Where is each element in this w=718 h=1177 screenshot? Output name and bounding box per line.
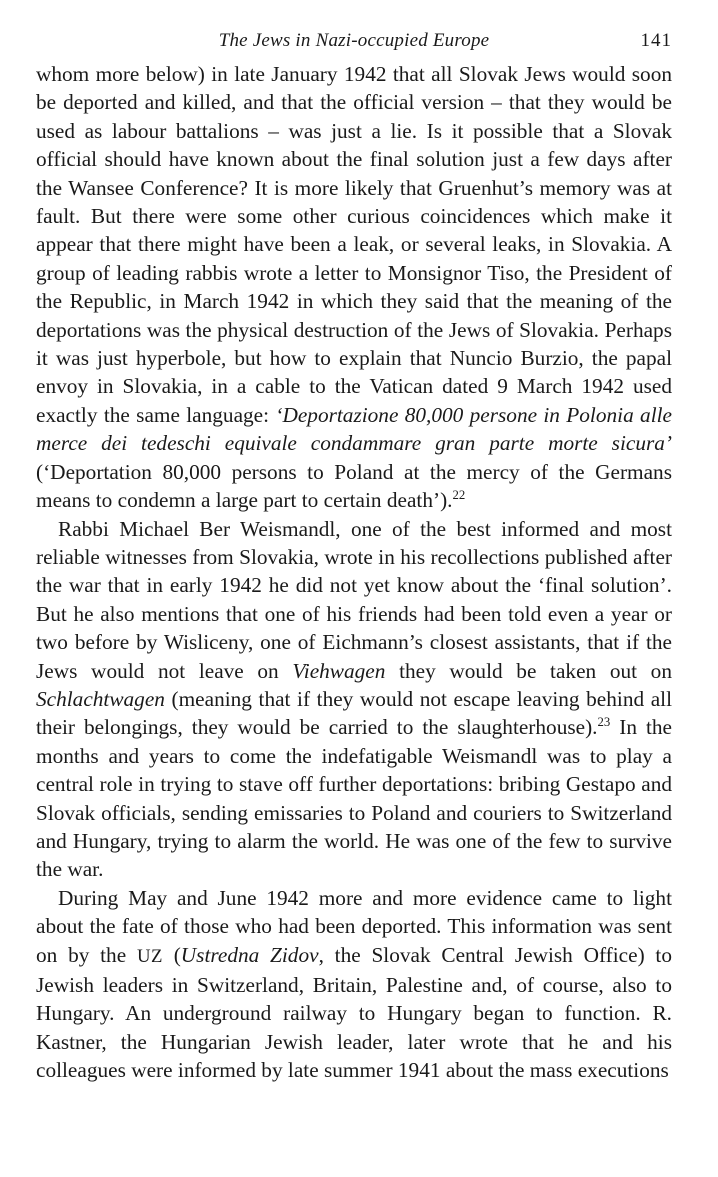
running-head bbox=[36, 30, 672, 60]
paragraph bbox=[36, 60, 672, 515]
text-run: During May and June 1942 more and more evidence came to light about the fate of those who had been deported. This information was sent on by the bbox=[36, 885, 672, 967]
paragraph bbox=[36, 884, 672, 1085]
italic-phrase: Schlachtwagen bbox=[36, 686, 165, 711]
text-run: (‘Deportation 80,000 persons to Poland at the mercy of the Germans means to condemn a large part to certain death’). bbox=[36, 459, 672, 513]
abbreviation: UZ bbox=[136, 945, 163, 967]
book-page bbox=[36, 30, 672, 1085]
footnote-ref: 23 bbox=[597, 715, 611, 730]
text-run: In the months and years to come the indefatigable Weismandl was to play a central role in trying to stave off further deportations: bribing Gestapo and Slovak officials, sending emissaries to Poland and couriers to Switzerland and Hungary, trying to alarm the world. He was one of the few to survive the war. bbox=[36, 715, 672, 882]
text-run: ( bbox=[162, 942, 181, 967]
italic-phrase: Ustredna Zidov bbox=[180, 942, 319, 967]
text-run: (meaning that if they would not escape leaving behind all their belongings, they would be carried to the slaughterhouse). bbox=[36, 686, 672, 740]
running-title: The Jews in Nazi-occupied Europe bbox=[218, 30, 490, 51]
body-text bbox=[36, 60, 672, 1085]
italic-phrase: ‘Deportazione 80,000 persone in Polonia alle merce dei tedeschi equivale condammare gran parte morte sicura’ bbox=[36, 402, 672, 456]
footnote-ref: 22 bbox=[452, 488, 466, 502]
text-run: , the Slovak Central Jewish Office) to Jewish leaders in Switzerland, Britain, Palestine and, of course, also to Hungary. An underground railway to Hungary began to function. R. Kastner, the Hungarian Jewish leader, later wrote that he and his colleagues were informed by late summer 1941 about the mass executions bbox=[36, 942, 673, 1083]
page-number: 141 bbox=[640, 30, 672, 51]
text-run: whom more below) in late January 1942 that all Slovak Jews would soon be deported and killed, and that the official version – that they would be used as labour battalions – was just a lie. Is it possible that a Slovak official should have known about the final solution just a few days after the Wansee Conference? It is more likely that Gruenhut’s memory was at fault. But there were some other curious coincidences which make it appear that there might have been a leak, or several leaks, in Slovakia. A group of leading rabbis wrote a letter to Monsignor Tiso, the President of the Republic, in March 1942 in which they said that the meaning of the deportations was the physical destruction of the Jews of Slovakia. Perhaps it was just hyperbole, but how to explain that Nuncio Burzio, the papal envoy in Slovakia, in a cable to the Vatican dated 9 March 1942 used exactly the same language: bbox=[36, 62, 672, 427]
text-run: Rabbi Michael Ber Weismandl, one of the best informed and most reliable witnesses from Slovakia, wrote in his recollections published after the war that in early 1942 he did not yet know about the ‘final solution’. But he also mentions that one of his friends had been told even a year or two before by Wisliceny, one of Eichmann’s closest assistants, that if the Jews would not leave on bbox=[36, 516, 672, 683]
paragraph bbox=[36, 515, 672, 884]
text-run: they would be taken out on bbox=[385, 658, 672, 683]
italic-phrase: Viehwagen bbox=[292, 658, 386, 683]
